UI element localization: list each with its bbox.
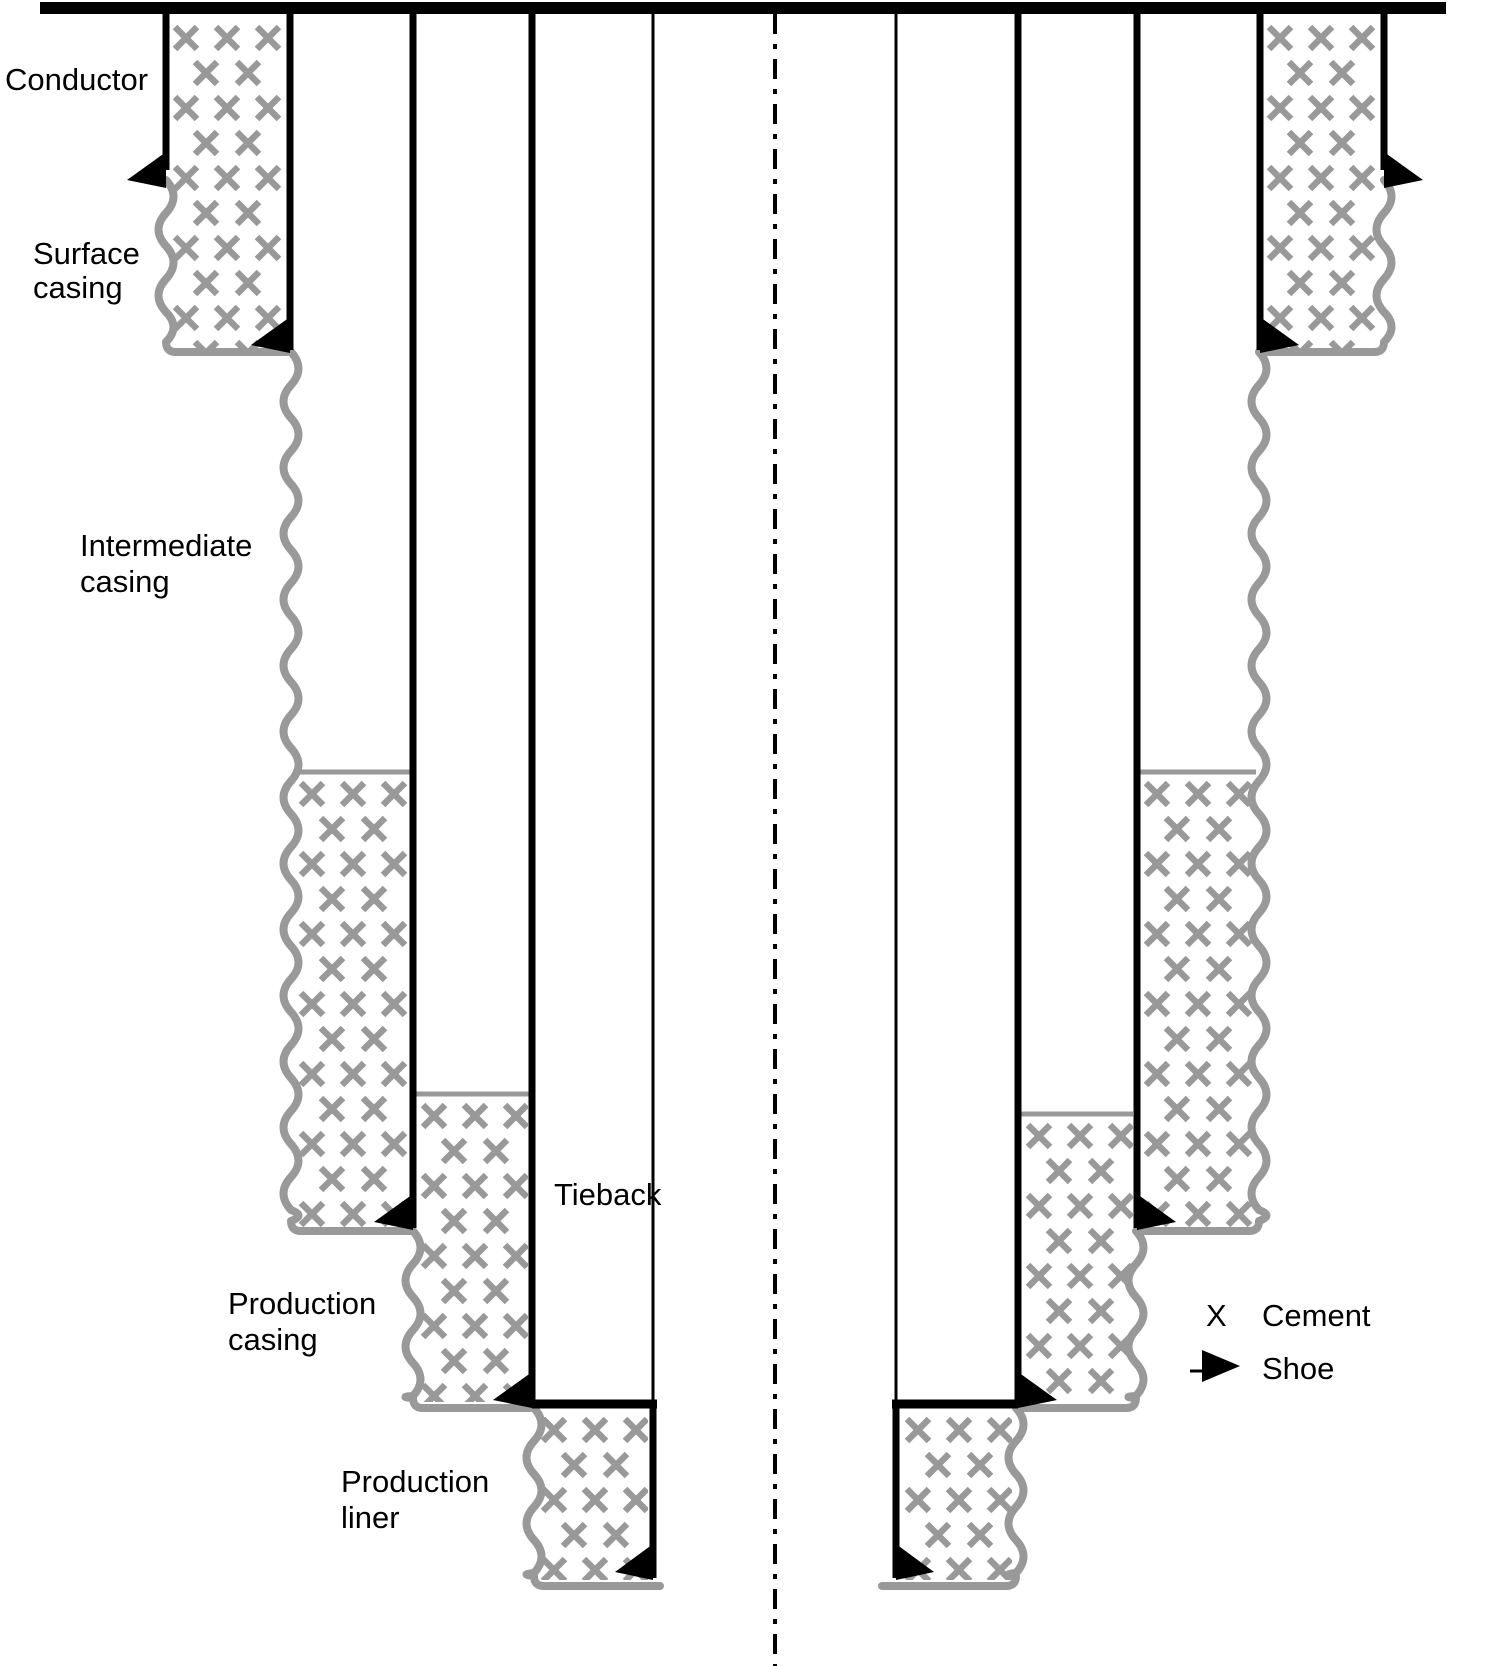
cement-production-right: [1023, 1118, 1133, 1402]
label-intermediate-casing-line1: Intermediate: [80, 528, 253, 563]
legend: [1190, 1298, 1371, 1386]
legend-cement-label: Cement: [1262, 1298, 1371, 1333]
legend-shoe-icon: [1202, 1350, 1240, 1382]
cement-intermediate-right: [1141, 776, 1253, 1228]
label-surface-casing-line2: casing: [33, 270, 123, 305]
label-tieback: Tieback: [554, 1177, 662, 1212]
legend-cement-symbol: X: [1206, 1298, 1227, 1333]
label-production-liner-line1: Production: [341, 1464, 490, 1499]
cement-liner-right: [902, 1412, 1012, 1580]
conductor-shoe-right: [1384, 152, 1423, 188]
label-surface-casing-line1: Surface: [33, 236, 140, 271]
label-production-casing-line1: Production: [228, 1286, 377, 1321]
conductor-shoe-left: [127, 152, 166, 188]
legend-shoe-label: Shoe: [1262, 1351, 1335, 1386]
cement-intermediate-left: [296, 776, 408, 1228]
label-conductor: Conductor: [5, 62, 149, 97]
cement-conductor-left: [170, 20, 284, 350]
cement-liner-left: [538, 1412, 648, 1580]
label-production-casing-line2: casing: [228, 1322, 318, 1357]
label-production-liner-line2: liner: [341, 1500, 400, 1535]
label-intermediate-casing-line2: casing: [80, 564, 170, 599]
cement-conductor-right: [1264, 20, 1378, 350]
cement-production-left: [418, 1098, 528, 1402]
